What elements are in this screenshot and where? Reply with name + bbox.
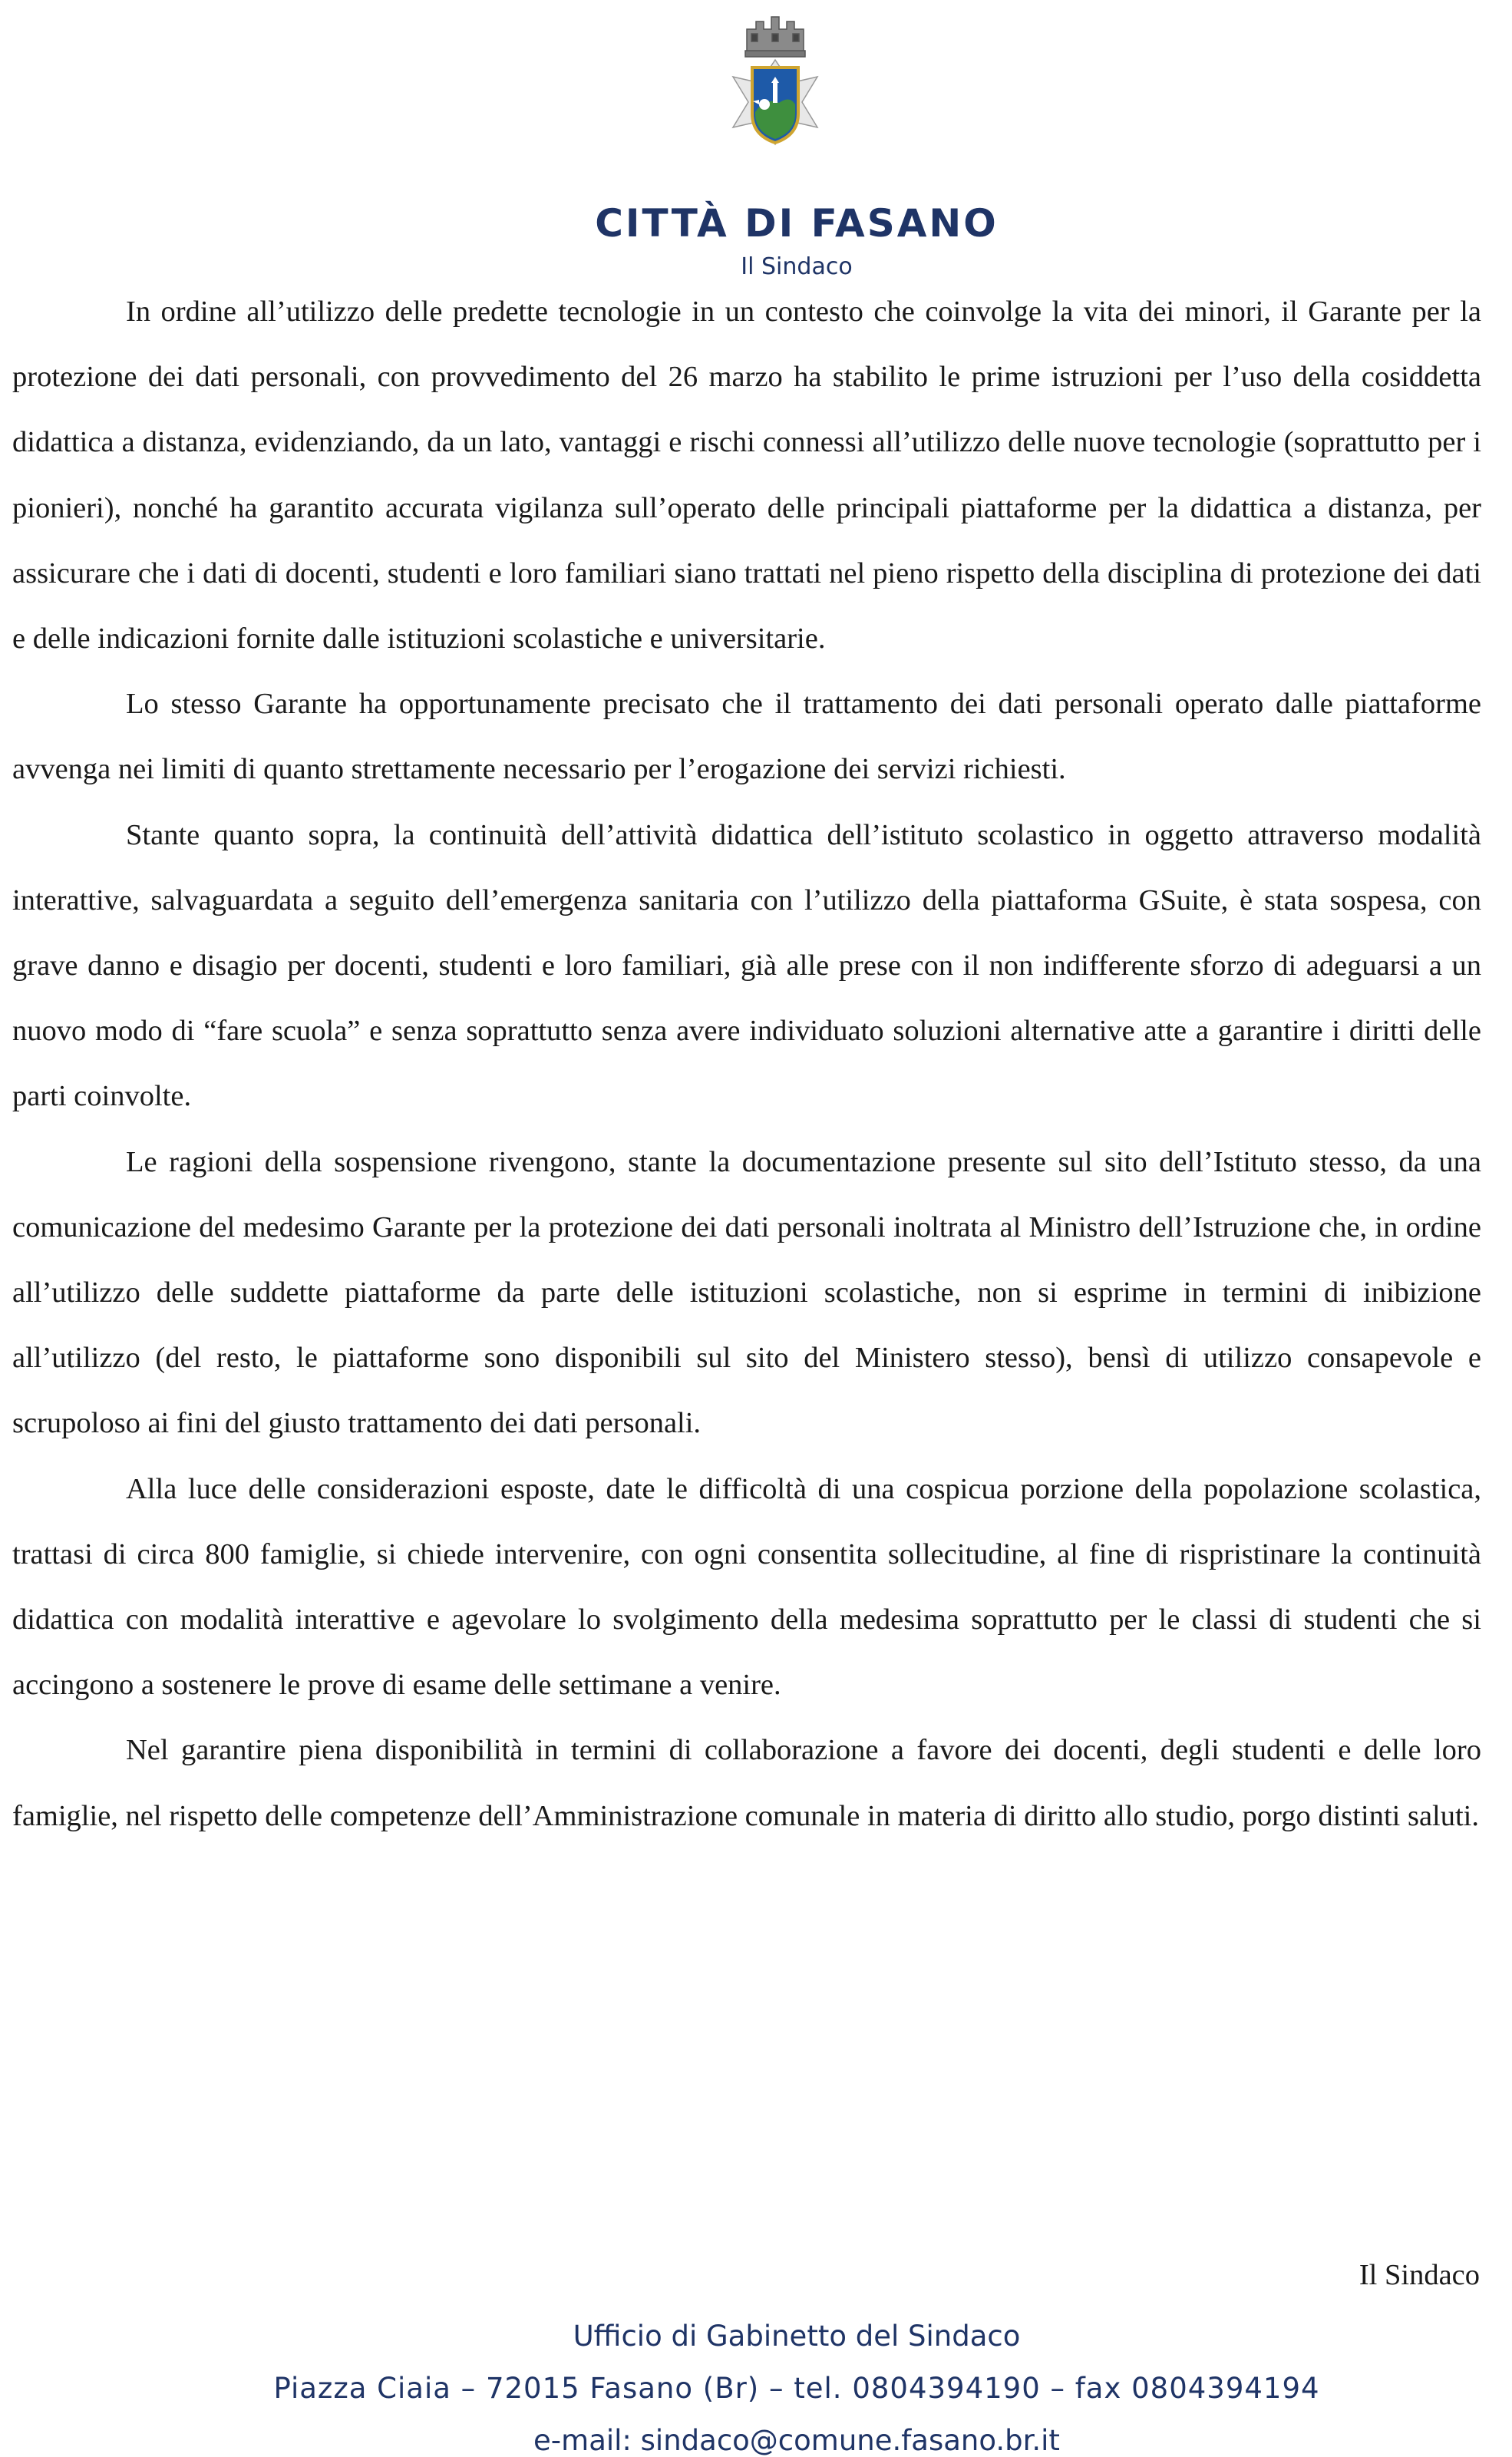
city-crest-icon bbox=[718, 6, 833, 221]
paragraph: Lo stesso Garante ha opportunamente precisato che il trattamento dei dati personali operato dalle piattaforme avvenga nei limiti di quanto strettamente necessario per l’erogazione dei servizi richiesti. bbox=[12, 688, 1481, 786]
letterhead bbox=[0, 0, 1512, 292]
city-name: CITTÀ DI FASANO bbox=[595, 201, 999, 246]
paragraph: Alla luce delle considerazioni esposte, date le difficoltà di una cospicua porzione della popolazione scolastica, trattasi di circa 800 famiglie, si chiede intervenire, con ogni consentita sollecitudine, al fine di rispristinare la continuità didattica con modalità interattive e agevolare lo svolgimento della medesima soprattutto per le classi di studenti che si accingono a sostenere le prove di esame delle settimane a venire. bbox=[12, 1472, 1481, 1702]
footer-office: Ufficio di Gabinetto del Sindaco bbox=[573, 2320, 1021, 2353]
office-subtitle: Il Sindaco bbox=[741, 253, 853, 280]
letter-body bbox=[12, 279, 1481, 1849]
signature: Il Sindaco bbox=[1358, 2259, 1480, 2291]
paragraph: Nel garantire piena disponibilità in termini di collaborazione a favore dei docenti, degli studenti e delle loro famiglie, nel rispetto delle competenze dell’Amministrazione comunale in materia di diritto allo studio, porgo distinti saluti. bbox=[12, 1734, 1481, 1832]
footer-email: e-mail: sindaco@comune.fasano.br.it bbox=[533, 2424, 1060, 2457]
paragraph: Le ragioni della sospensione rivengono, stante la documentazione presente sul sito dell’Istituto stesso, da una comunicazione del medesimo Garante per la protezione dei dati personali inoltrata al Ministro dell’Istruzione che, in ordine all’utilizzo delle suddette piattaforme da parte delle istituzioni scolastiche, non si esprime in termini di inibizione all’utilizzo (del resto, le piattaforme sono disponibili sul sito del Ministero stesso), bensì di utilizzo consapevole e scrupoloso ai fini del giusto trattamento dei dati personali. bbox=[12, 1145, 1481, 1440]
footer-address: Piazza Ciaia – 72015 Fasano (Br) – tel. 0804394190 – fax 0804394194 bbox=[273, 2372, 1320, 2405]
paragraph: Stante quanto sopra, la continuità dell’attività didattica dell’istituto scolastico in oggetto attraverso modalità interattive, salvaguardata a seguito dell’emergenza sanitaria con l’utilizzo della piattaforma GSuite, è stata sospesa, con grave danno e disagio per docenti, studenti e loro familiari, già alle prese con il non indifferente sforzo di adeguarsi a un nuovo modo di “fare scuola” e senza soprattutto senza avere individuato soluzioni alternative atte a garantire i diritti delle parti coinvolte. bbox=[12, 818, 1481, 1113]
paragraph: In ordine all’utilizzo delle predette tecnologie in un contesto che coinvolge la vita dei minori, il Garante per la protezione dei dati personali, con provvedimento del 26 marzo ha stabilito le prime istruzioni per l’uso della cosiddetta didattica a distanza, evidenziando, da un lato, vantaggi e rischi connessi all’utilizzo delle nuove tecnologie (soprattutto per i pionieri), nonché ha garantito accurata vigilanza sull’operato delle principali piattaforme per la didattica a distanza, per assicurare che i dati di docenti, studenti e loro familiari siano trattati nel pieno rispetto della disciplina di protezione dei dati e delle indicazioni fornite dalle istituzioni scolastiche e universitarie. bbox=[12, 296, 1481, 656]
